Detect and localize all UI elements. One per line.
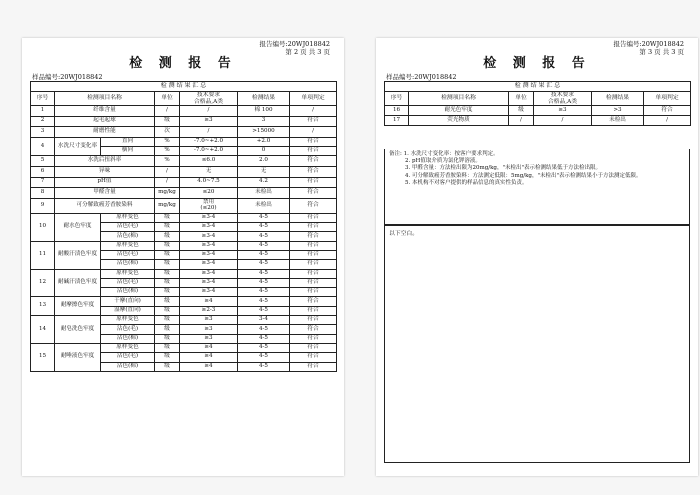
result-cell: 4-5 (238, 353, 290, 362)
table-row (31, 241, 337, 250)
column-header: 单位 (509, 92, 534, 106)
requirement-cell: ≥3 (180, 334, 238, 343)
column-header: 单项判定 (644, 92, 691, 106)
note-line: 2. pH值取介质为氯化钾溶液。 (405, 158, 481, 165)
judgement-cell: 符合 (290, 116, 337, 127)
column-header: 检测项目名称 (409, 92, 509, 106)
test-sub-item: 沾色(棉) (101, 232, 155, 241)
test-sub-item: 直向 (101, 137, 155, 146)
result-cell: 3-4 (238, 316, 290, 325)
unit-cell: / (155, 166, 180, 177)
unit-cell: 级 (155, 316, 180, 325)
unit-cell: 级 (155, 297, 180, 306)
table-row (31, 188, 337, 199)
table-row (385, 116, 691, 126)
judgement-cell: / (290, 106, 337, 117)
test-sub-item: 原样变色 (101, 316, 155, 325)
table-row (31, 198, 337, 213)
table-row (31, 106, 337, 117)
requirement-cell: ≥4 (180, 297, 238, 306)
requirement-cell: 4.0~7.5 (180, 177, 238, 188)
note-line: 4. 可分解致癌芳香胺染料：方法测定低限：5mg/kg，"未检出"表示检测结果小于方法测定低限。 (405, 172, 642, 179)
column-header: 检测结果 (238, 92, 290, 106)
unit-cell: 级 (155, 223, 180, 232)
unit-cell: 级 (155, 250, 180, 259)
row-number: 7 (31, 177, 55, 188)
judgement-cell: 符合 (290, 223, 337, 232)
row-number: 6 (31, 166, 55, 177)
requirement-cell: ≥3-4 (180, 241, 238, 250)
result-cell: 4-5 (238, 343, 290, 352)
unit-cell: 级 (155, 325, 180, 334)
table-row (31, 269, 337, 278)
requirement-cell: ≥3 (180, 116, 238, 127)
row-number: 5 (31, 156, 55, 167)
row-number: 1 (31, 106, 55, 117)
judgement-cell: / (644, 116, 691, 126)
unit-cell: % (155, 147, 180, 156)
note-line: 备注: 1. 水洗尺寸变化率：按客户要求判定。 (389, 151, 499, 157)
test-sub-item: 原样变色 (101, 213, 155, 222)
result-cell: 4-5 (238, 260, 290, 269)
row-number: 15 (31, 343, 55, 371)
column-header: 检测结果 (592, 92, 644, 106)
report-page-3 (376, 38, 698, 476)
requirement-cell: ≥4 (180, 353, 238, 362)
result-cell: 未检出 (238, 188, 290, 199)
test-item-name: 荧光物质 (409, 116, 509, 126)
test-sub-item: 沾色(毛) (101, 325, 155, 334)
result-cell: 4-5 (238, 362, 290, 371)
column-header: 技术要求 合格品,A类 (180, 92, 238, 106)
unit-cell: 级 (155, 353, 180, 362)
results-table (30, 81, 337, 372)
requirement-cell: ≥3-4 (180, 223, 238, 232)
row-number: 3 (31, 127, 55, 138)
row-number: 4 (31, 137, 55, 156)
requirement-cell: / (180, 127, 238, 138)
row-number: 13 (31, 297, 55, 316)
test-item-name: 纤维含量 (55, 106, 155, 117)
judgement-cell: 符合 (290, 213, 337, 222)
row-number: 11 (31, 241, 55, 269)
result-cell: 4-5 (238, 232, 290, 241)
requirement-cell: -7.0~+2.0 (180, 137, 238, 146)
column-header: 单位 (155, 92, 180, 106)
result-cell: 4-5 (238, 297, 290, 306)
unit-cell: / (509, 116, 534, 126)
column-header: 序号 (31, 92, 55, 106)
test-item-name: 耐碱汗渍色牢度 (55, 269, 101, 297)
result-cell: 4-5 (238, 278, 290, 287)
result-cell: 4-5 (238, 306, 290, 315)
result-cell: 无 (238, 166, 290, 177)
blank-text: 以下空白。 (389, 231, 418, 237)
result-cell: 4-5 (238, 223, 290, 232)
table-header-row (31, 92, 337, 106)
unit-cell: mg/kg (155, 198, 180, 213)
requirement-cell: / (180, 106, 238, 117)
judgement-cell: 符合 (290, 343, 337, 352)
result-cell: 4-5 (238, 241, 290, 250)
test-item-name: 甲醛含量 (55, 188, 155, 199)
unit-cell: / (155, 177, 180, 188)
requirement-cell: 无 (180, 166, 238, 177)
judgement-cell: 符合 (290, 177, 337, 188)
requirement-cell: ≥3-4 (180, 260, 238, 269)
result-cell: >15000 (238, 127, 290, 138)
test-item-name: pH值 (55, 177, 155, 188)
requirement-cell: / (534, 116, 592, 126)
test-item-name: 水洗后扭斜率 (55, 156, 155, 167)
table-row (31, 116, 337, 127)
row-number: 17 (385, 116, 409, 126)
result-cell: 未检出 (238, 198, 290, 213)
test-item-name: 耐皂洗色牢度 (55, 316, 101, 344)
table-row (31, 137, 337, 146)
row-number: 16 (385, 106, 409, 116)
judgement-cell: 符合 (290, 241, 337, 250)
table-caption-row (31, 82, 337, 92)
result-cell: >3 (592, 106, 644, 116)
requirement-cell: ≥3-4 (180, 213, 238, 222)
unit-cell: 级 (155, 241, 180, 250)
table-caption: 检 测 结 果 汇 总 (31, 82, 337, 92)
unit-cell: % (155, 137, 180, 146)
requirement-cell: ≥4 (180, 362, 238, 371)
judgement-cell: 符合 (290, 156, 337, 167)
judgement-cell: 符合 (290, 147, 337, 156)
requirement-cell: ≤20 (180, 188, 238, 199)
table-caption: 检 测 结 果 汇 总 (385, 82, 691, 92)
test-item-name: 耐唾液色牢度 (55, 343, 101, 371)
unit-cell: 级 (155, 278, 180, 287)
judgement-cell: 符合 (290, 278, 337, 287)
column-header: 单项判定 (290, 92, 337, 106)
test-sub-item: 沾色(棉) (101, 260, 155, 269)
judgement-cell: 符合 (290, 260, 337, 269)
result-cell: 4-5 (238, 325, 290, 334)
report-number: 报告编号:20WJ018842 (613, 40, 684, 48)
judgement-cell: 符合 (290, 353, 337, 362)
table-caption-row (385, 82, 691, 92)
requirement-cell: 禁用 (≤20) (180, 198, 238, 213)
table-row (31, 177, 337, 188)
judgement-cell: / (290, 127, 337, 138)
test-sub-item: 原样变色 (101, 343, 155, 352)
table-row (31, 166, 337, 177)
requirement-cell: ≥3-4 (180, 278, 238, 287)
judgement-cell: 符合 (290, 198, 337, 213)
table-row (385, 106, 691, 116)
unit-cell: 级 (155, 260, 180, 269)
report-page-2 (22, 38, 344, 476)
results-table (384, 81, 691, 126)
table-row (31, 156, 337, 167)
unit-cell: 级 (155, 269, 180, 278)
judgement-cell: 符合 (290, 288, 337, 297)
table-row (31, 316, 337, 325)
judgement-cell: 符合 (290, 325, 337, 334)
result-cell: 2.0 (238, 156, 290, 167)
test-sub-item: 沾色(毛) (101, 250, 155, 259)
unit-cell: 级 (155, 232, 180, 241)
unit-cell: / (155, 106, 180, 117)
test-item-name: 水洗尺寸变化率 (55, 137, 101, 156)
result-cell: +2.0 (238, 137, 290, 146)
row-number: 10 (31, 213, 55, 241)
unit-cell: 级 (155, 306, 180, 315)
page-info: 第 2 页 共 3 页 (285, 48, 330, 56)
unit-cell: 级 (155, 213, 180, 222)
judgement-cell: 符合 (644, 106, 691, 116)
judgement-cell: 符合 (290, 232, 337, 241)
test-sub-item: 原样变色 (101, 269, 155, 278)
table-header-row (385, 92, 691, 106)
row-number: 2 (31, 116, 55, 127)
judgement-cell: 符合 (290, 334, 337, 343)
test-sub-item: 沾色(毛) (101, 223, 155, 232)
judgement-cell: 符合 (290, 306, 337, 315)
row-number: 9 (31, 198, 55, 213)
requirement-cell: ≥3-4 (180, 269, 238, 278)
test-item-name: 耐摩擦色牢度 (55, 297, 101, 316)
judgement-cell: 符合 (290, 137, 337, 146)
test-sub-item: 原样变色 (101, 241, 155, 250)
column-header: 技术要求 合格品,A类 (534, 92, 592, 106)
result-cell: 4-5 (238, 213, 290, 222)
blank-marker (384, 225, 690, 463)
requirement-cell: ≥3 (180, 316, 238, 325)
unit-cell: 级 (509, 106, 534, 116)
unit-cell: 次 (155, 127, 180, 138)
report-title: 检 测 报 告 (129, 56, 237, 71)
test-sub-item: 沾色(棉) (101, 334, 155, 343)
test-sub-item: 干摩(直向) (101, 297, 155, 306)
result-cell: 4.2 (238, 177, 290, 188)
unit-cell: 级 (155, 288, 180, 297)
table-row (31, 297, 337, 306)
judgement-cell: 符合 (290, 316, 337, 325)
requirement-cell: -7.0~+2.0 (180, 147, 238, 156)
test-item-name: 异味 (55, 166, 155, 177)
test-item-name: 可分解致癌芳香胺染料 (55, 198, 155, 213)
unit-cell: 级 (155, 116, 180, 127)
unit-cell: 级 (155, 334, 180, 343)
page-info: 第 3 页 共 3 页 (639, 48, 684, 56)
result-cell: 4-5 (238, 269, 290, 278)
test-sub-item: 沾色(毛) (101, 353, 155, 362)
requirement-cell: ≥3 (534, 106, 592, 116)
table-row (31, 213, 337, 222)
result-cell: 棉 100 (238, 106, 290, 117)
judgement-cell: 符合 (290, 166, 337, 177)
report-title: 检 测 报 告 (483, 56, 591, 71)
test-item-name: 耐磨性能 (55, 127, 155, 138)
result-cell: 0 (238, 147, 290, 156)
sample-number: 样品编号:20WJ018842 (32, 73, 103, 81)
requirement-cell: ≤6.0 (180, 156, 238, 167)
requirement-cell: ≥3 (180, 325, 238, 334)
test-sub-item: 沾色(棉) (101, 362, 155, 371)
unit-cell: 级 (155, 343, 180, 352)
test-item-name: 耐光色牢度 (409, 106, 509, 116)
row-number: 12 (31, 269, 55, 297)
test-sub-item: 湿摩(直向) (101, 306, 155, 315)
note-line: 5. 本机构不对客户提供的样品信息的真实性负责。 (405, 179, 528, 186)
unit-cell: 级 (155, 362, 180, 371)
sample-number: 样品编号:20WJ018842 (386, 73, 457, 81)
requirement-cell: ≥3-4 (180, 232, 238, 241)
unit-cell: mg/kg (155, 188, 180, 199)
result-cell: 4-5 (238, 288, 290, 297)
requirement-cell: ≥4 (180, 343, 238, 352)
note-line: 3. 甲醛含量：方法检出限为20mg/kg，"未检出"表示检测结果低于方法检出限。 (405, 165, 601, 172)
requirement-cell: ≥3-4 (180, 250, 238, 259)
test-sub-item: 沾色(毛) (101, 278, 155, 287)
result-cell: 未检出 (592, 116, 644, 126)
row-number: 14 (31, 316, 55, 344)
column-header: 检测项目名称 (55, 92, 155, 106)
test-sub-item: 沾色(棉) (101, 288, 155, 297)
judgement-cell: 符合 (290, 250, 337, 259)
test-item-name: 耐酸汗渍色牢度 (55, 241, 101, 269)
test-item-name: 耐水色牢度 (55, 213, 101, 241)
test-item-name: 起毛起球 (55, 116, 155, 127)
row-number: 8 (31, 188, 55, 199)
result-cell: 4-5 (238, 334, 290, 343)
judgement-cell: 符合 (290, 269, 337, 278)
report-number: 报告编号:20WJ018842 (259, 40, 330, 48)
requirement-cell: ≥3-4 (180, 288, 238, 297)
judgement-cell: 符合 (290, 188, 337, 199)
table-row (31, 127, 337, 138)
requirement-cell: ≥2-3 (180, 306, 238, 315)
unit-cell: % (155, 156, 180, 167)
table-row (31, 343, 337, 352)
result-cell: 3 (238, 116, 290, 127)
judgement-cell: 符合 (290, 297, 337, 306)
column-header: 序号 (385, 92, 409, 106)
judgement-cell: 符合 (290, 362, 337, 371)
result-cell: 4-5 (238, 250, 290, 259)
test-sub-item: 横向 (101, 147, 155, 156)
notes-section (384, 149, 690, 225)
